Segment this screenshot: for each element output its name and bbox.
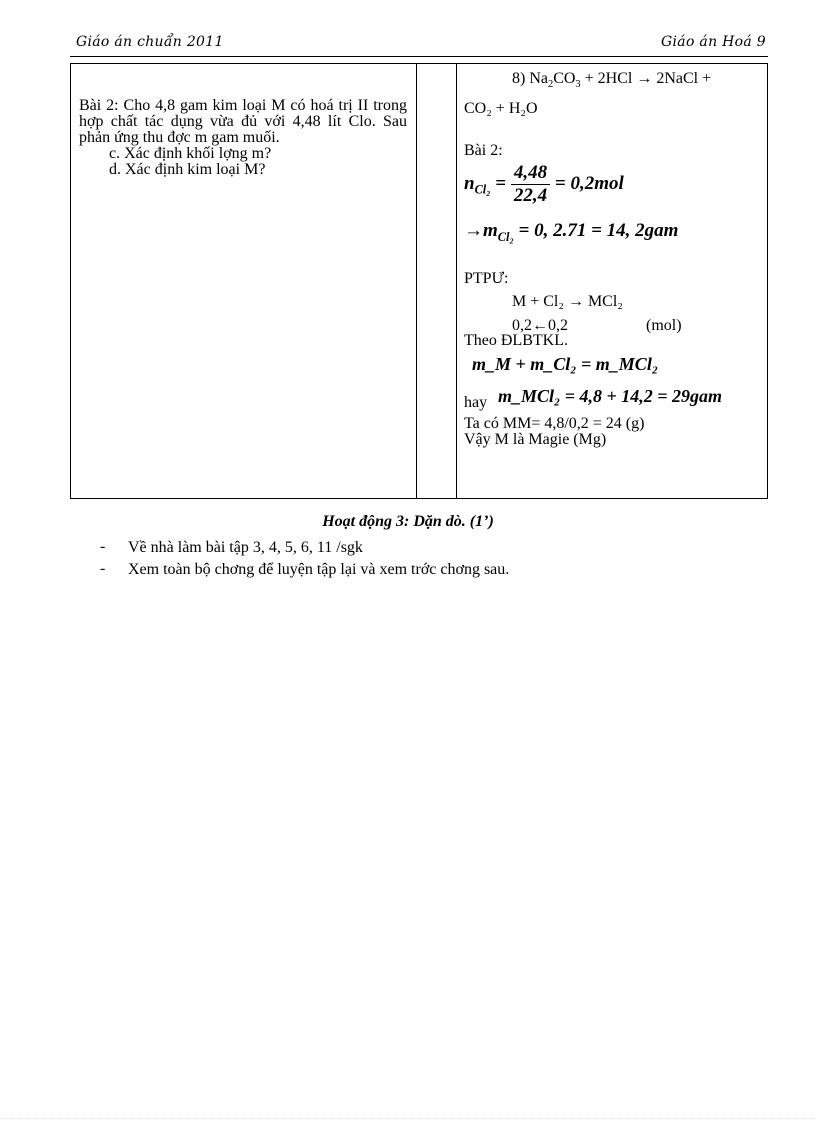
homework-list — [100, 537, 509, 581]
mole-unit: (mol) — [646, 317, 682, 334]
column-divider — [416, 64, 417, 498]
column-divider — [456, 64, 457, 498]
ptpu-label: PTPƯ: — [464, 270, 509, 287]
conclusion-line: Vậy M là Magie (Mg) — [464, 431, 607, 448]
mass-conservation-formula: m_M + m_Cl₂ = m_MCl₂ — [472, 354, 659, 374]
list-item: - Xem toàn bộ chơng để luyện tập lại và xem trớc chơng sau. — [100, 560, 510, 578]
problem-text: Bài 2: Cho 4,8 gam kim loại M có hoá trị II trong hợp chất tác dụng vừa đủ với 4,48 lít Clo. Sau phản ứng thu đợc m gam muối. — [79, 97, 407, 146]
moles-formula: $n_{Cl_2}$ = $\frac{4,48}{22,4}$ = 0,2mol — [464, 162, 624, 206]
salt-mass-formula: m_MCl₂ = 4,8 + 14,2 = 29gam — [498, 386, 723, 406]
header-rule — [70, 56, 768, 57]
header-right: Giáo án Hoá 9 — [661, 34, 766, 50]
mole-ratio: 0,2←0,2 — [512, 317, 568, 334]
reaction-equation: M + Cl₂ → MCl₂ — [512, 293, 623, 310]
fraction: $\frac{4,48}{22,4}$ — [511, 162, 550, 207]
bai2-label: Bài 2: — [464, 142, 503, 159]
equation-8: 8) $Na_2CO_3 + 2HCl$ → 2NaCl + — [512, 70, 712, 91]
arrow-icon: → — [636, 70, 653, 87]
option-d: d. Xác định kim loại M? — [109, 161, 266, 178]
lesson-table — [70, 63, 768, 499]
arrow-icon: → — [464, 220, 483, 241]
option-c: c. Xác định khối lợng m? — [109, 145, 272, 162]
page-footer-rule — [0, 1118, 816, 1119]
mass-cl2-formula: $\to m_{Cl_2} = 0$, 2.71 = 14, 2gam — [464, 220, 679, 244]
equation-8-line2: CO₂ + H₂O — [464, 100, 538, 117]
list-item: - Về nhà làm bài tập 3, 4, 5, 6, 11 /sgk — [100, 538, 363, 556]
activity-title: Hoạt động 3: Dặn dò. (1’) — [322, 513, 494, 530]
theo-label: Theo ĐLBTKL. — [464, 332, 568, 349]
hay-label: hay — [464, 394, 488, 411]
header-left: Giáo án chuẩn 2011 — [76, 34, 224, 50]
problem-cell — [79, 98, 407, 178]
molar-mass-line: Ta có MM= 4,8/0,2 = 24 (g) — [464, 415, 645, 432]
